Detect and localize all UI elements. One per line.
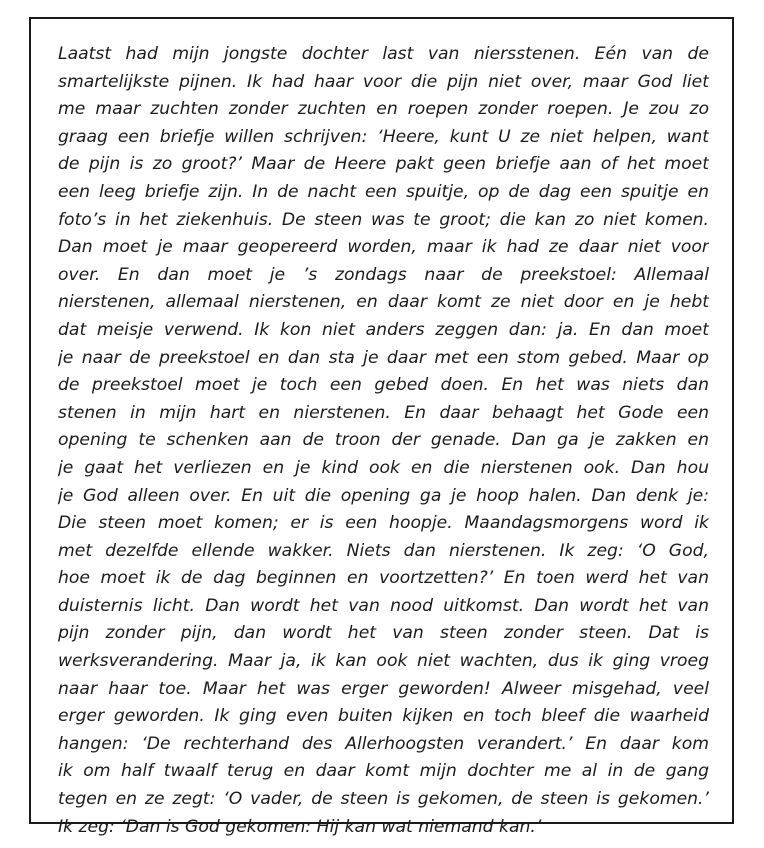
text-line: je God alleen over. En uit die opening ga je hoop halen. Dan denk je: (58, 485, 709, 506)
text-line: Dan moet je maar geopereerd worden, maar ik had ze daar niet voor (58, 237, 709, 258)
text-line: erger geworden. Ik ging even buiten kijken en toch bleef die waarheid (58, 706, 709, 727)
text-line: foto’s in het ziekenhuis. De steen was te groot; die kan zo niet komen. (58, 209, 709, 230)
text-line: werksverandering. Maar ja, ik kan ook niet wachten, dus ik ging vroeg (58, 651, 709, 672)
text-line: je naar de preekstoel en dan sta je daar met een stom gebed. Maar op (58, 347, 709, 368)
text-line: me maar zuchten zonder zuchten en roepen zonder roepen. Je zou zo (58, 99, 709, 120)
text-line: Die steen moet komen; er is een hoopje. Maandagsmorgens word ik (58, 513, 709, 534)
text-line: pijn zonder pijn, dan wordt het van steen zonder steen. Dat is (58, 623, 709, 644)
text-line: naar haar toe. Maar het was erger geworden! Alweer misgehad, veel (58, 678, 709, 699)
text-line: duisternis licht. Dan wordt het van nood uitkomst. Dan wordt het van (58, 595, 709, 616)
text-line: tegen en ze zegt: ‘O vader, de steen is gekomen, de steen is gekomen.’ (58, 789, 709, 810)
text-line: smartelijkste pijnen. Ik had haar voor die pijn niet over, maar God liet (58, 71, 709, 92)
text-line: graag een briefje willen schrijven: ‘Heere, kunt U ze niet helpen, want (58, 126, 709, 147)
text-line: stenen in mijn hart en nierstenen. En daar behaagt het Gode een (58, 402, 709, 423)
text-line: nierstenen, allemaal nierstenen, en daar komt ze niet door en je hebt (58, 292, 709, 313)
text-line: met dezelfde ellende wakker. Niets dan nierstenen. Ik zeg: ‘O God, (58, 540, 709, 561)
text-line: een leeg briefje zijn. In de nacht een spuitje, op de dag een spuitje en (58, 181, 709, 202)
text-line: ik om half twaalf terug en daar komt mijn dochter me al in de gang (58, 761, 709, 782)
text-line: opening te schenken aan de troon der genade. Dan ga je zakken en (58, 430, 709, 451)
text-line: je gaat het verliezen en je kind ook en die nierstenen ook. Dan hou (58, 457, 709, 478)
text-line: Laatst had mijn jongste dochter last van niersstenen. Eén van de (58, 44, 709, 64)
text-line: dat meisje verwend. Ik kon niet anders zeggen dan: ja. En dan moet (58, 319, 709, 340)
text-line: hangen: ‘De rechterhand des Allerhoogsten verandert.’ En daar kom (58, 733, 709, 754)
text-line: de pijn is zo groot?’ Maar de Heere pakt geen briefje aan of het moet (58, 154, 709, 175)
paragraph (58, 41, 709, 841)
text-line: de preekstoel moet je toch een gebed doen. En het was niets dan (58, 375, 709, 396)
text-line: Ik zeg: ‘Dan is God gekomen: Hij kan wat niemand kan.’ (58, 816, 542, 837)
text-line: over. En dan moet je ’s zondags naar de preekstoel: Allemaal (58, 264, 709, 285)
text-line: hoe moet ik de dag beginnen en voortzetten?’ En toen werd het van (58, 568, 709, 589)
text-frame (29, 17, 734, 837)
